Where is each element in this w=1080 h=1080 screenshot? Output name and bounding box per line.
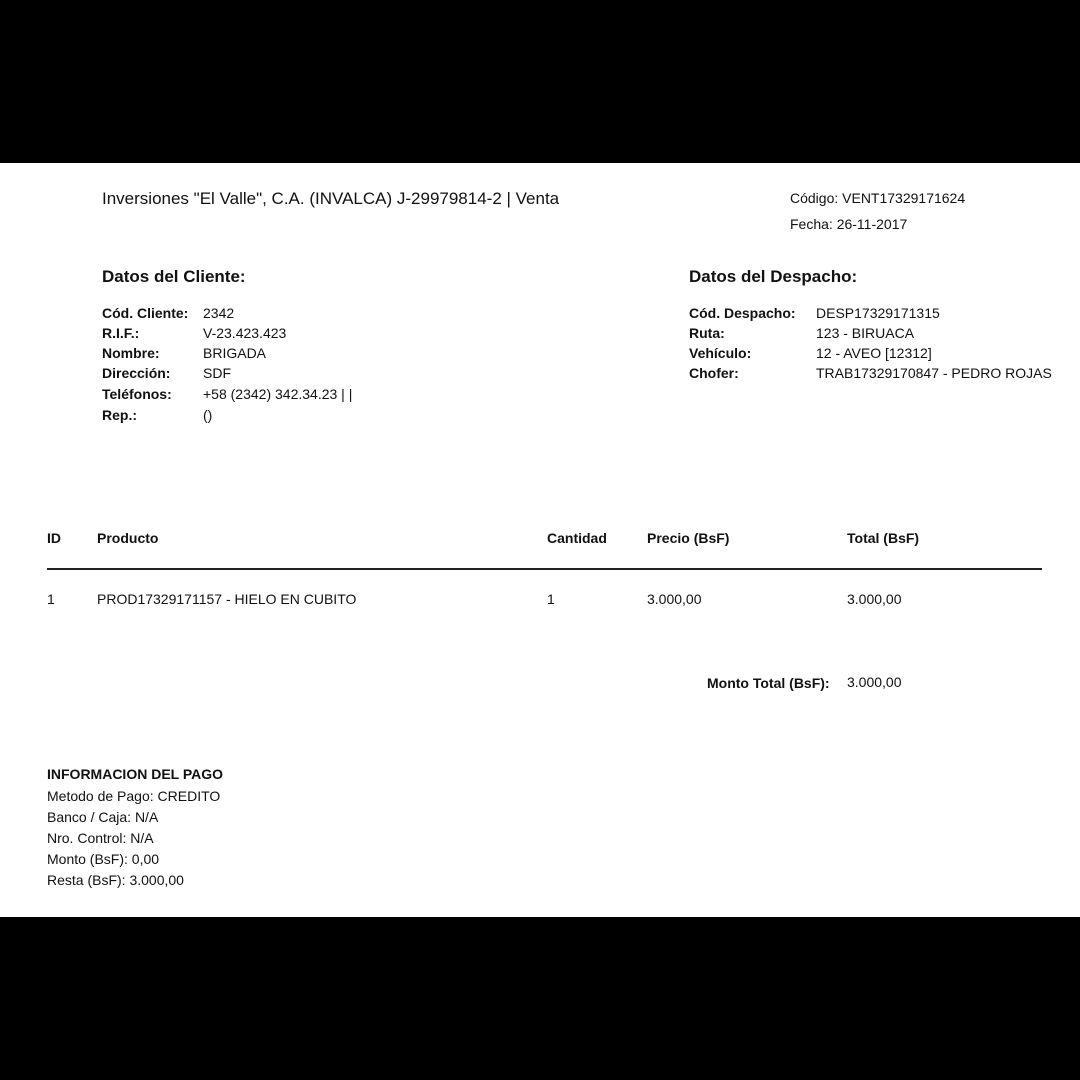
row-product: PROD17329171157 - HIELO EN CUBITO — [97, 591, 357, 607]
client-rep-label: Rep.: — [102, 407, 137, 423]
dispatch-code-label: Cód. Despacho: — [689, 305, 796, 321]
client-section-title: Datos del Cliente: — [102, 267, 246, 286]
invoice-date: Fecha: 26-11-2017 — [790, 216, 908, 232]
client-rif-label: R.I.F.: — [102, 325, 140, 341]
row-quantity: 1 — [547, 591, 555, 607]
client-address-label: Dirección: — [102, 365, 171, 381]
invoice-document — [0, 163, 1080, 917]
table-header-product: Producto — [97, 530, 159, 546]
payment-amount: Monto (BsF): 0,00 — [47, 851, 160, 867]
client-code-label: Cód. Cliente: — [102, 305, 189, 321]
payment-remaining: Resta (BsF): 3.000,00 — [47, 872, 184, 888]
dispatch-driver-value: TRAB17329170847 - PEDRO ROJAS — [816, 365, 1052, 381]
dispatch-vehicle-value: 12 - AVEO [12312] — [816, 345, 932, 361]
client-name-label: Nombre: — [102, 345, 160, 361]
grand-total-label: Monto Total (BsF): — [707, 675, 830, 691]
client-rep-value: () — [203, 407, 213, 423]
dispatch-section-title: Datos del Despacho: — [689, 267, 858, 286]
dispatch-code-value: DESP17329171315 — [816, 305, 940, 321]
table-divider — [47, 568, 1042, 570]
invoice-code: Código: VENT17329171624 — [790, 190, 966, 206]
payment-control: Nro. Control: N/A — [47, 830, 154, 846]
table-header-id: ID — [47, 530, 61, 546]
client-phones-value: +58 (2342) 342.34.23 | | — [203, 386, 353, 402]
dispatch-route-value: 123 - BIRUACA — [816, 325, 915, 341]
client-phones-label: Teléfonos: — [102, 386, 172, 402]
client-rif-value: V-23.423.423 — [203, 325, 287, 341]
row-price: 3.000,00 — [647, 591, 702, 607]
client-code-value: 2342 — [203, 305, 235, 321]
dispatch-driver-label: Chofer: — [689, 365, 739, 381]
company-header: Inversiones "El Valle", C.A. (INVALCA) J-29979814-2 | Venta — [102, 189, 560, 208]
payment-bank: Banco / Caja: N/A — [47, 809, 159, 825]
client-address-value: SDF — [203, 365, 231, 381]
dispatch-vehicle-label: Vehículo: — [689, 345, 752, 361]
row-id: 1 — [47, 591, 55, 607]
payment-title: INFORMACION DEL PAGO — [47, 766, 224, 782]
table-header-price: Precio (BsF) — [647, 530, 730, 546]
table-header-total: Total (BsF) — [847, 530, 920, 546]
payment-method: Metodo de Pago: CREDITO — [47, 788, 221, 804]
grand-total-value: 3.000,00 — [847, 674, 902, 690]
row-total: 3.000,00 — [847, 591, 902, 607]
table-header-quantity: Cantidad — [547, 530, 607, 546]
client-name-value: BRIGADA — [203, 345, 267, 361]
dispatch-route-label: Ruta: — [689, 325, 725, 341]
